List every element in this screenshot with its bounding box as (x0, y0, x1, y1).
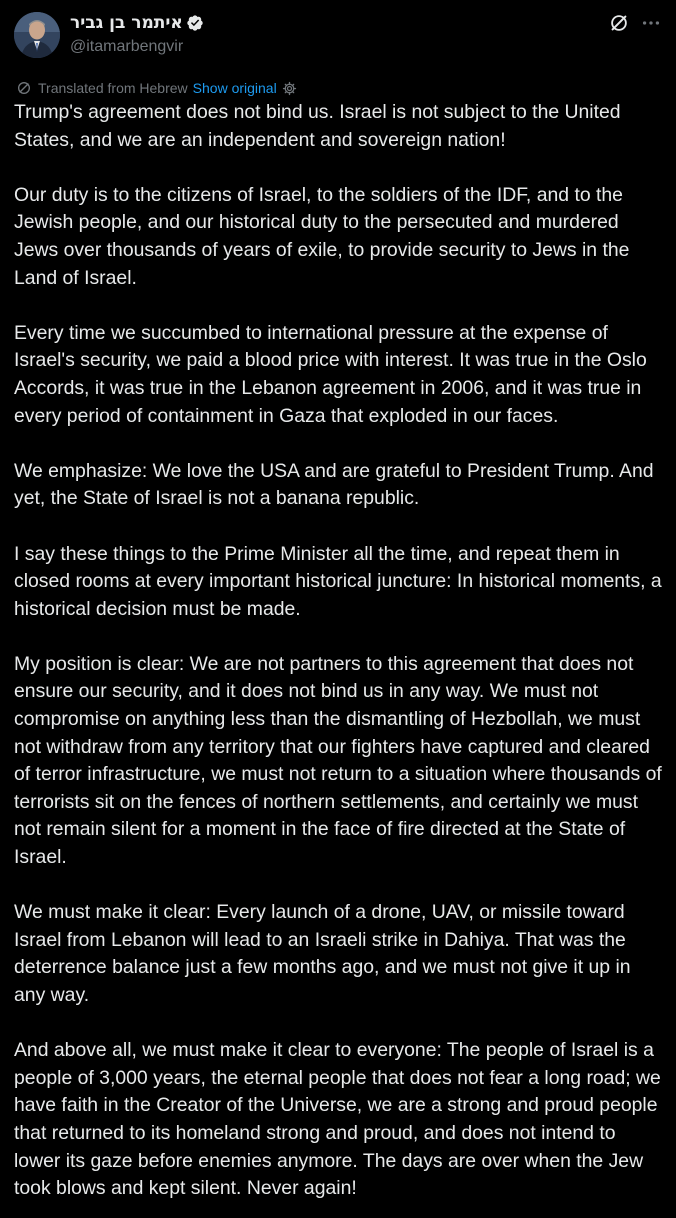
author-block (70, 12, 204, 58)
post-header (14, 10, 662, 60)
post-paragraph: My position is clear: We are not partners to this agreement that does not ensure our security, and it does not bind us in any way. We must not compromise on anything less than the dismantling of Hezbollah, we must not withdraw from any territory that our fighters have captured and cleared of terror infrastructure, we must not return to a situation where thousands of terrorists sit on the fences of northern settlements, and certainly we must not remain silent for a moment in the face of fire directed at the State of Israel. (14, 652, 662, 869)
translate-icon (16, 80, 32, 96)
post-paragraph: Our duty is to the citizens of Israel, to the soldiers of the IDF, and to the Jewish people, and our historical duty to the persecuted and murdered Jews over thousands of years of exile, to provide security to Jews in the Land of Israel. (14, 183, 630, 289)
post-paragraph: I say these things to the Prime Minister all the time, and repeat them in closed rooms at every important historical juncture: In historical moments, a historical decision must be made. (14, 542, 662, 620)
post-paragraph: Trump's agreement does not bind us. Israel is not subject to the United States, and we are an independent and sovereign nation! (14, 101, 621, 151)
post-paragraph: And above all, we must make it clear to everyone: The people of Israel is a people of 3,000 years, the eternal people that does not fear a long road; we have faith in the Creator of the Universe, we are a strong and proud people that returned to its homeland strong and proud, and does not intend to lower its gaze before enemies anymore. The days are over when the Jew took blows and kept silent. Never again! (14, 1039, 661, 1200)
post-paragraph: Every time we succumbed to international pressure at the expense of Israel's security, we paid a blood price with interest. It was true in the Oslo Accords, it was true in the Lebanon agreement in 2006, and it was true in every period of containment in Gaza that exploded in our faces. (14, 321, 647, 427)
grok-icon[interactable] (608, 12, 630, 34)
post-text (14, 99, 664, 1203)
more-options-icon[interactable] (640, 12, 662, 34)
verified-badge-icon (186, 14, 204, 32)
author-handle[interactable]: @itamarbengvir (70, 38, 184, 55)
post-paragraph: We must make it clear: Every launch of a drone, UAV, or missile toward Israel from Lebanon will lead to an Israeli strike in Dahiya. That was the deterrence balance just a few months ago, and we must not give it up in any way. (14, 901, 631, 1006)
gear-icon[interactable] (282, 81, 297, 96)
translated-label: Translated from Hebrew (38, 80, 188, 97)
author-display-name[interactable]: איתמר בן גביר (70, 13, 183, 33)
translation-bar (16, 77, 297, 97)
show-original-link[interactable]: Show original (192, 80, 277, 97)
post-paragraph: We emphasize: We love the USA and are grateful to President Trump. And yet, the State of Israel is not a banana republic. (14, 459, 654, 510)
avatar[interactable] (14, 12, 60, 58)
